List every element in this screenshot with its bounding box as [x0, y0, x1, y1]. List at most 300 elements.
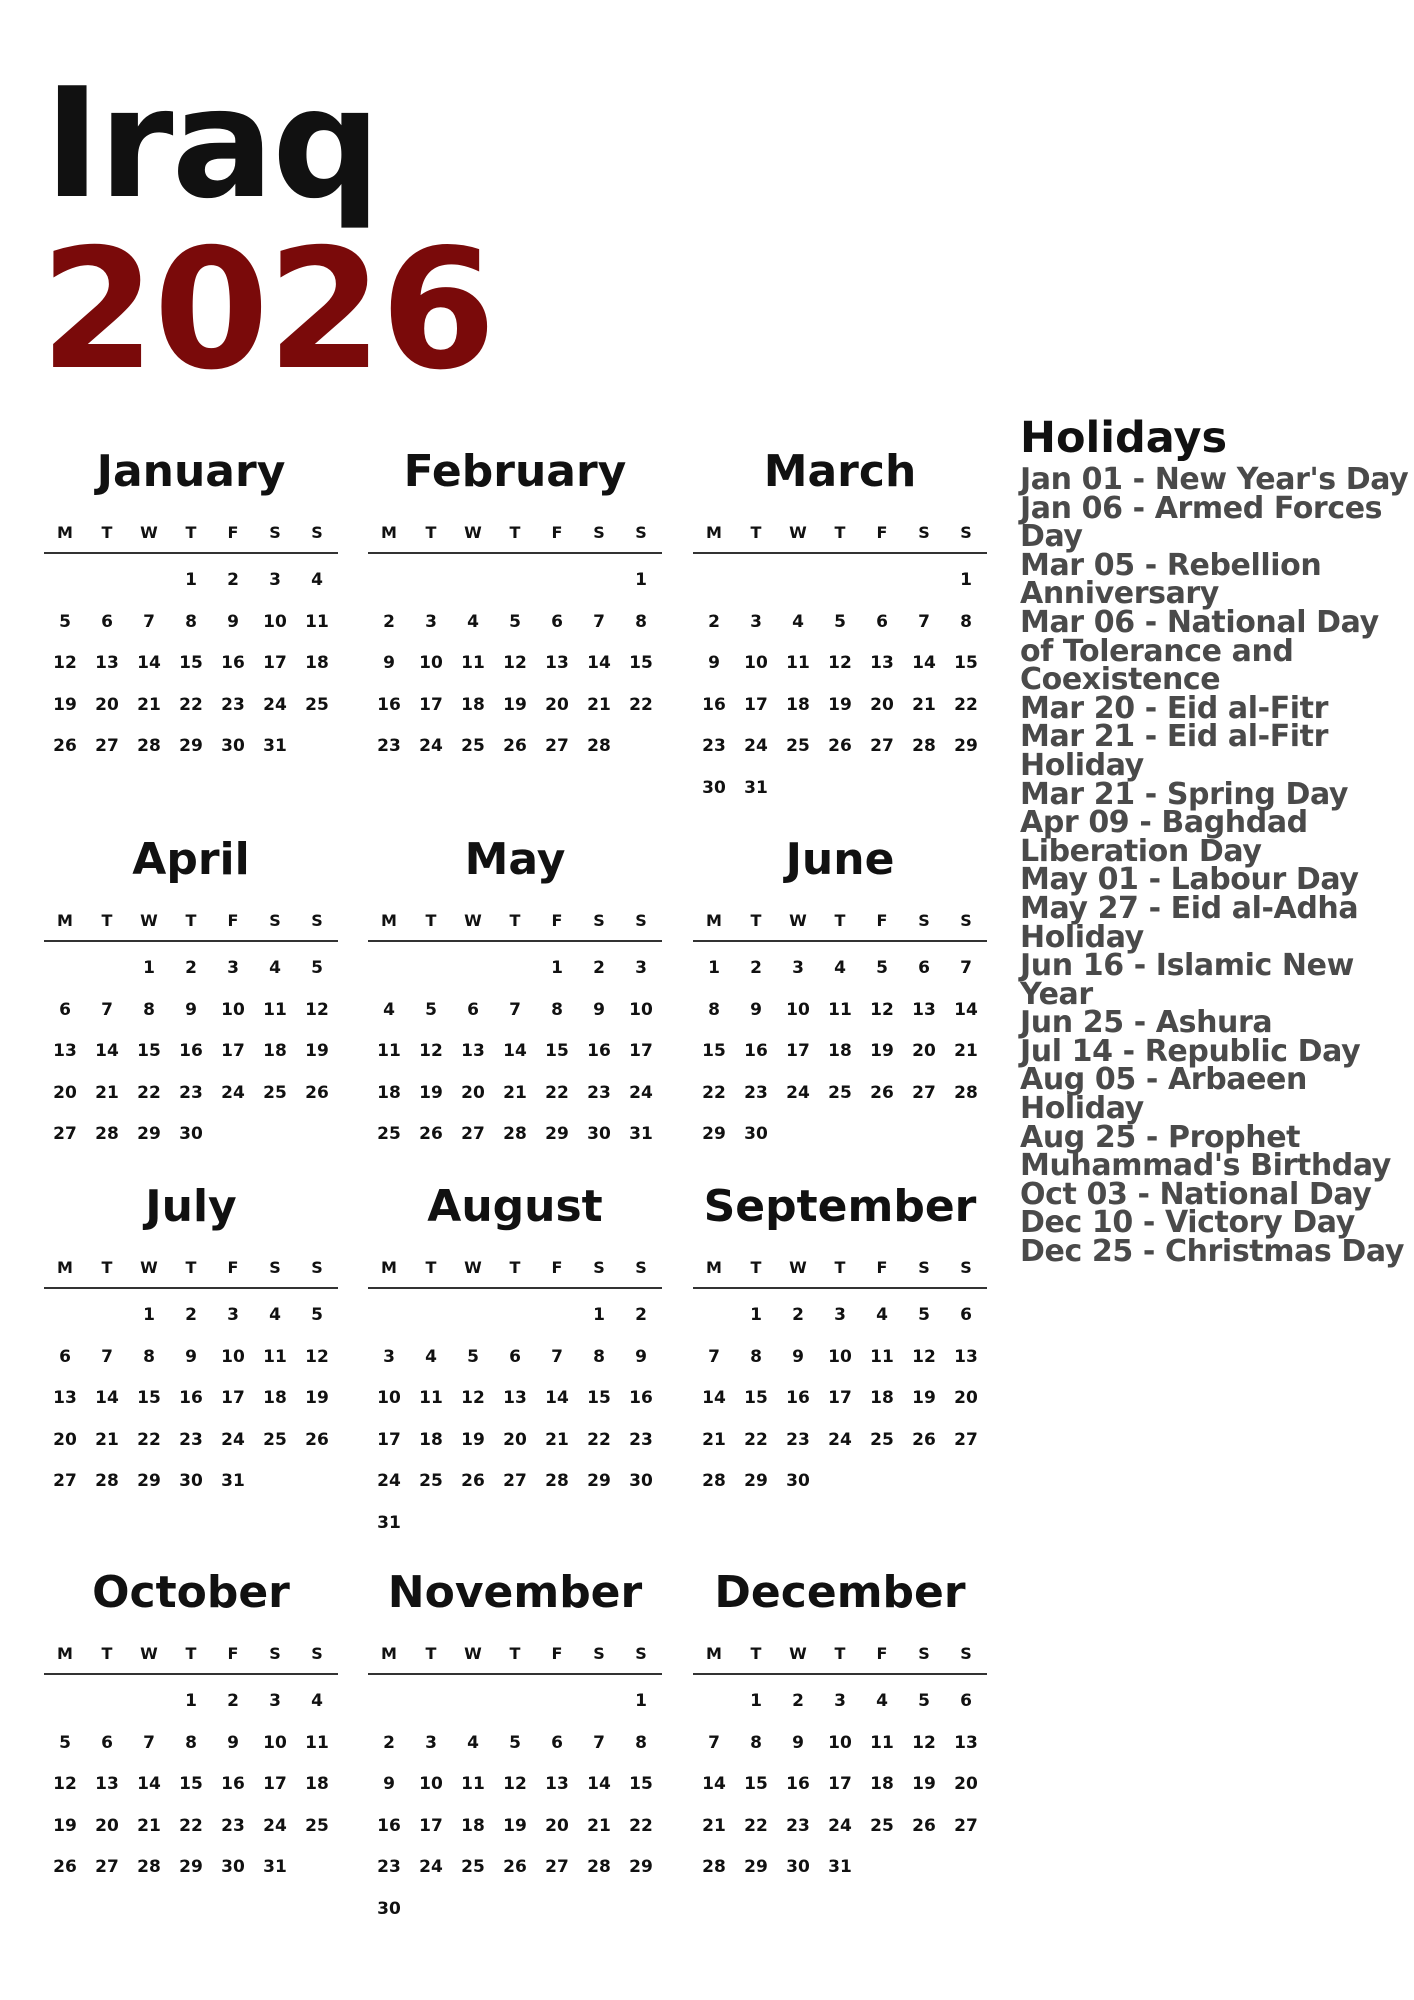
- day-cell: 22: [137, 1429, 161, 1450]
- day-cell: 4: [876, 1305, 888, 1325]
- weekday-label: W: [789, 1258, 807, 1277]
- weekday-label: T: [509, 911, 521, 930]
- day-cell: 10: [744, 653, 768, 673]
- day-cell: 11: [786, 653, 810, 673]
- day-cell: 25: [461, 1857, 485, 1877]
- day-cell: 30: [221, 736, 245, 756]
- day-cell: 21: [95, 1429, 119, 1450]
- day-cell: 9: [383, 653, 395, 673]
- weekday-label: W: [140, 911, 158, 930]
- weekday-label: S: [960, 1644, 972, 1663]
- day-cell: 14: [95, 1388, 119, 1408]
- day-cell: 28: [95, 1471, 119, 1491]
- holiday-item: Mar 20 - Eid al-Fitr: [1020, 690, 1329, 726]
- day-cell: 30: [179, 1124, 203, 1144]
- day-cell: 24: [744, 736, 768, 756]
- day-cell: 26: [53, 736, 77, 756]
- empty-day-cell: [128, 1681, 170, 1723]
- day-cell: 7: [101, 1346, 113, 1367]
- day-cell: 21: [702, 1815, 726, 1836]
- day-cell: 19: [53, 1815, 77, 1836]
- month-name: October: [92, 1567, 290, 1618]
- day-cell: 14: [587, 653, 611, 673]
- day-cell: 18: [419, 1429, 443, 1450]
- day-cell: 16: [587, 1041, 611, 1061]
- empty-day-cell: [44, 560, 86, 602]
- day-cell: 7: [143, 1732, 155, 1753]
- empty-day-cell: [44, 1681, 86, 1723]
- weekday-header: [44, 518, 338, 554]
- day-cell: 27: [912, 1082, 936, 1103]
- empty-day-cell: [536, 1295, 578, 1337]
- empty-day-cell: [86, 1681, 128, 1723]
- day-cell: 1: [143, 958, 155, 978]
- day-cell: 24: [828, 1815, 852, 1836]
- day-cell: 3: [792, 958, 804, 978]
- day-cell: 2: [227, 570, 239, 590]
- day-cell: 7: [918, 611, 930, 632]
- month-name: December: [714, 1567, 966, 1618]
- weekday-label: T: [509, 1258, 521, 1277]
- day-cell: 23: [786, 1429, 810, 1450]
- empty-day-cell: [693, 1295, 735, 1337]
- day-cell: 17: [419, 694, 443, 715]
- day-cell: 5: [425, 999, 437, 1020]
- day-cell: 27: [53, 1471, 77, 1491]
- weekday-label: M: [57, 1258, 73, 1277]
- weekday-label: M: [381, 1258, 397, 1277]
- weekday-label: S: [311, 911, 323, 930]
- empty-day-cell: [494, 948, 536, 990]
- day-cell: 15: [954, 653, 978, 673]
- month-name: April: [132, 834, 250, 885]
- day-cell: 28: [702, 1471, 726, 1491]
- day-cell: 3: [425, 611, 437, 632]
- month-august: [368, 1177, 662, 1544]
- weekday-label: W: [789, 1644, 807, 1663]
- day-cell: 12: [53, 1774, 77, 1794]
- weekday-label: F: [876, 523, 888, 542]
- month-april: [44, 830, 338, 1156]
- day-cell: 3: [269, 570, 281, 590]
- weekday-label: M: [706, 1258, 722, 1277]
- day-cell: 16: [179, 1388, 203, 1408]
- day-grid: [44, 1675, 338, 1889]
- day-cell: 5: [509, 1732, 521, 1753]
- day-cell: 25: [870, 1429, 894, 1450]
- day-cell: 26: [305, 1082, 329, 1103]
- day-cell: 17: [377, 1429, 401, 1450]
- weekday-label: T: [425, 1258, 437, 1277]
- day-cell: 23: [377, 736, 401, 756]
- weekday-label: T: [185, 1644, 197, 1663]
- day-cell: 6: [467, 999, 479, 1020]
- day-cell: 28: [137, 1857, 161, 1877]
- day-cell: 31: [221, 1471, 245, 1491]
- weekday-label: W: [140, 1258, 158, 1277]
- month-march: [693, 442, 987, 809]
- day-cell: 16: [702, 694, 726, 715]
- day-cell: 2: [635, 1305, 647, 1325]
- day-cell: 11: [305, 611, 329, 632]
- day-cell: 6: [551, 1732, 563, 1753]
- day-cell: 26: [870, 1082, 894, 1103]
- weekday-label: T: [101, 523, 113, 542]
- day-cell: 31: [744, 777, 768, 798]
- empty-day-cell: [368, 1681, 410, 1723]
- day-cell: 27: [954, 1429, 978, 1450]
- weekday-label: S: [593, 523, 605, 542]
- day-cell: 2: [185, 958, 197, 978]
- day-cell: 15: [545, 1041, 569, 1061]
- day-cell: 11: [461, 653, 485, 673]
- weekday-label: S: [269, 1644, 281, 1663]
- day-cell: 14: [912, 653, 936, 673]
- day-cell: 14: [702, 1774, 726, 1794]
- day-cell: 21: [545, 1429, 569, 1450]
- empty-day-cell: [819, 560, 861, 602]
- day-cell: 7: [593, 1732, 605, 1753]
- holiday-item: Aug 25 - Prophet Muhammad's Birthday: [1020, 1119, 1391, 1184]
- day-cell: 13: [503, 1388, 527, 1408]
- day-cell: 2: [227, 1691, 239, 1711]
- weekday-label: W: [789, 523, 807, 542]
- day-cell: 22: [629, 694, 653, 715]
- day-cell: 13: [95, 653, 119, 673]
- day-cell: 31: [629, 1124, 653, 1144]
- day-cell: 24: [828, 1429, 852, 1450]
- weekday-label: F: [227, 911, 239, 930]
- weekday-label: W: [140, 1644, 158, 1663]
- weekday-header: [368, 1639, 662, 1675]
- weekday-label: S: [635, 523, 647, 542]
- empty-day-cell: [693, 1681, 735, 1723]
- day-cell: 26: [912, 1815, 936, 1836]
- weekday-label: S: [311, 1644, 323, 1663]
- month-name: August: [427, 1181, 603, 1232]
- day-cell: 28: [587, 736, 611, 756]
- day-cell: 21: [587, 1815, 611, 1836]
- day-cell: 18: [305, 653, 329, 673]
- month-name: September: [703, 1181, 977, 1232]
- day-cell: 5: [509, 611, 521, 632]
- day-cell: 25: [305, 694, 329, 715]
- day-cell: 20: [954, 1388, 978, 1408]
- day-cell: 26: [305, 1429, 329, 1450]
- holiday-item: Aug 05 - Arbaeen Holiday: [1020, 1062, 1307, 1127]
- day-cell: 21: [702, 1429, 726, 1450]
- day-cell: 18: [870, 1388, 894, 1408]
- weekday-label: M: [706, 911, 722, 930]
- day-cell: 12: [870, 999, 894, 1020]
- day-cell: 8: [551, 999, 563, 1020]
- day-cell: 17: [828, 1774, 852, 1794]
- day-cell: 4: [269, 1305, 281, 1325]
- day-cell: 11: [828, 999, 852, 1020]
- month-june: [693, 830, 987, 1156]
- day-cell: 10: [786, 999, 810, 1020]
- day-cell: 29: [137, 1124, 161, 1144]
- day-cell: 28: [587, 1857, 611, 1877]
- day-cell: 3: [750, 611, 762, 632]
- day-cell: 20: [870, 694, 894, 715]
- day-cell: 1: [708, 958, 720, 978]
- day-cell: 3: [425, 1732, 437, 1753]
- day-cell: 6: [960, 1691, 972, 1711]
- day-cell: 18: [828, 1041, 852, 1061]
- day-cell: 18: [786, 694, 810, 715]
- weekday-label: M: [706, 1644, 722, 1663]
- day-cell: 19: [870, 1041, 894, 1061]
- day-cell: 3: [834, 1691, 846, 1711]
- day-cell: 21: [137, 694, 161, 715]
- month-november: [368, 1563, 662, 1930]
- day-cell: 6: [101, 611, 113, 632]
- day-cell: 19: [912, 1774, 936, 1794]
- day-cell: 1: [185, 1691, 197, 1711]
- day-cell: 3: [227, 1305, 239, 1325]
- day-cell: 29: [137, 1471, 161, 1491]
- month-name: January: [96, 446, 286, 497]
- holiday-item: Mar 06 - National Day of Tolerance and Coexistence: [1020, 604, 1379, 698]
- day-cell: 18: [870, 1774, 894, 1794]
- day-grid: [368, 942, 662, 1156]
- weekday-label: T: [750, 1644, 762, 1663]
- empty-day-cell: [410, 948, 452, 990]
- day-cell: 17: [221, 1041, 245, 1061]
- day-cell: 11: [263, 1346, 287, 1367]
- day-cell: 20: [954, 1774, 978, 1794]
- day-cell: 17: [221, 1388, 245, 1408]
- month-february: [368, 442, 662, 768]
- day-cell: 25: [870, 1815, 894, 1836]
- day-cell: 15: [179, 653, 203, 673]
- holidays-title: Holidays: [1020, 413, 1228, 463]
- weekday-label: S: [593, 1644, 605, 1663]
- empty-day-cell: [777, 560, 819, 602]
- day-cell: 12: [503, 1774, 527, 1794]
- day-cell: 25: [305, 1815, 329, 1836]
- empty-day-cell: [410, 1295, 452, 1337]
- weekday-label: T: [425, 911, 437, 930]
- day-cell: 28: [503, 1124, 527, 1144]
- holiday-item: Apr 09 - Baghdad Liberation Day: [1020, 805, 1308, 869]
- day-cell: 23: [629, 1429, 653, 1450]
- day-cell: 11: [263, 999, 287, 1020]
- day-cell: 1: [551, 958, 563, 978]
- day-cell: 6: [59, 1346, 71, 1367]
- day-cell: 22: [954, 694, 978, 715]
- day-cell: 18: [377, 1082, 401, 1103]
- day-cell: 13: [954, 1346, 978, 1367]
- day-cell: 7: [708, 1732, 720, 1753]
- day-cell: 15: [629, 653, 653, 673]
- day-cell: 24: [221, 1082, 245, 1103]
- day-cell: 25: [419, 1471, 443, 1491]
- day-cell: 4: [792, 611, 804, 632]
- empty-day-cell: [44, 948, 86, 990]
- year-title: 2026: [40, 214, 495, 407]
- day-cell: 29: [545, 1124, 569, 1144]
- weekday-label: F: [876, 911, 888, 930]
- day-cell: 1: [635, 1691, 647, 1711]
- weekday-label: W: [464, 1644, 482, 1663]
- day-cell: 5: [311, 958, 323, 978]
- weekday-label: T: [509, 1644, 521, 1663]
- weekday-label: T: [834, 1258, 846, 1277]
- weekday-header: [368, 518, 662, 554]
- weekday-label: F: [876, 1258, 888, 1277]
- day-cell: 7: [960, 958, 972, 978]
- day-cell: 19: [503, 694, 527, 715]
- day-cell: 20: [912, 1041, 936, 1061]
- day-cell: 16: [221, 1774, 245, 1794]
- day-cell: 8: [185, 611, 197, 632]
- day-cell: 18: [263, 1041, 287, 1061]
- day-cell: 31: [263, 1857, 287, 1877]
- day-cell: 26: [461, 1471, 485, 1491]
- weekday-label: S: [269, 1258, 281, 1277]
- empty-day-cell: [368, 560, 410, 602]
- weekday-header: [368, 906, 662, 942]
- empty-day-cell: [494, 560, 536, 602]
- day-cell: 13: [870, 653, 894, 673]
- weekday-label: T: [101, 911, 113, 930]
- day-cell: 17: [786, 1041, 810, 1061]
- day-cell: 9: [593, 999, 605, 1020]
- day-cell: 9: [750, 999, 762, 1020]
- empty-day-cell: [368, 948, 410, 990]
- day-cell: 20: [53, 1429, 77, 1450]
- day-cell: 26: [912, 1429, 936, 1450]
- day-cell: 6: [101, 1732, 113, 1753]
- day-cell: 30: [587, 1124, 611, 1144]
- holiday-item: Mar 21 - Eid al-Fitr Holiday: [1020, 719, 1329, 783]
- day-cell: 8: [635, 1732, 647, 1753]
- day-cell: 29: [587, 1471, 611, 1491]
- day-cell: 23: [744, 1082, 768, 1103]
- day-cell: 14: [95, 1041, 119, 1061]
- empty-day-cell: [368, 1295, 410, 1337]
- empty-day-cell: [578, 560, 620, 602]
- day-cell: 19: [305, 1041, 329, 1061]
- day-cell: 26: [419, 1124, 443, 1144]
- weekday-label: F: [227, 1644, 239, 1663]
- day-cell: 5: [467, 1346, 479, 1367]
- day-cell: 4: [311, 1691, 323, 1711]
- holiday-item: Mar 05 - Rebellion Anniversary: [1020, 547, 1322, 612]
- day-cell: 19: [828, 694, 852, 715]
- day-cell: 8: [593, 1346, 605, 1367]
- day-cell: 5: [59, 611, 71, 632]
- month-name: November: [387, 1567, 643, 1618]
- day-cell: 8: [960, 611, 972, 632]
- day-cell: 12: [305, 1346, 329, 1367]
- weekday-label: M: [57, 1644, 73, 1663]
- day-cell: 16: [786, 1388, 810, 1408]
- holiday-item: Jul 14 - Republic Day: [1020, 1033, 1361, 1069]
- day-cell: 9: [635, 1346, 647, 1367]
- day-cell: 17: [263, 1774, 287, 1794]
- day-cell: 14: [503, 1041, 527, 1061]
- empty-day-cell: [735, 560, 777, 602]
- day-cell: 15: [587, 1388, 611, 1408]
- day-cell: 10: [221, 1346, 245, 1367]
- day-cell: 17: [263, 653, 287, 673]
- day-cell: 4: [425, 1346, 437, 1367]
- holiday-item: Jan 01 - New Year's Day: [1020, 462, 1409, 497]
- day-grid: [44, 554, 338, 768]
- day-cell: 29: [629, 1857, 653, 1877]
- day-cell: 12: [828, 653, 852, 673]
- day-cell: 22: [629, 1815, 653, 1836]
- day-cell: 12: [503, 653, 527, 673]
- day-cell: 8: [750, 1346, 762, 1367]
- day-cell: 11: [305, 1732, 329, 1753]
- day-cell: 23: [702, 736, 726, 756]
- month-name: February: [403, 446, 627, 497]
- day-cell: 25: [828, 1082, 852, 1103]
- weekday-header: [368, 1253, 662, 1289]
- day-cell: 20: [95, 1815, 119, 1836]
- day-cell: 23: [786, 1815, 810, 1836]
- weekday-header: [693, 1253, 987, 1289]
- holidays-panel: [1020, 410, 1410, 1270]
- month-name: July: [145, 1181, 237, 1232]
- day-cell: 24: [786, 1082, 810, 1103]
- day-cell: 29: [954, 736, 978, 756]
- day-cell: 1: [960, 570, 972, 590]
- holiday-item: Jun 16 - Islamic New Year: [1020, 948, 1354, 1012]
- day-cell: 23: [179, 1082, 203, 1103]
- day-cell: 22: [744, 1429, 768, 1450]
- day-cell: 23: [587, 1082, 611, 1103]
- month-name: March: [763, 446, 917, 497]
- day-cell: 18: [305, 1774, 329, 1794]
- holiday-list: [1020, 462, 1410, 1270]
- holiday-item: Dec 10 - Victory Day: [1020, 1205, 1355, 1241]
- day-cell: 19: [53, 694, 77, 715]
- empty-day-cell: [86, 948, 128, 990]
- weekday-label: F: [551, 911, 563, 930]
- weekday-header: [693, 1639, 987, 1675]
- day-grid: [693, 554, 987, 809]
- day-cell: 20: [545, 694, 569, 715]
- day-cell: 11: [870, 1732, 894, 1753]
- day-cell: 5: [876, 958, 888, 978]
- day-cell: 18: [263, 1388, 287, 1408]
- day-cell: 12: [305, 999, 329, 1020]
- day-cell: 9: [792, 1346, 804, 1367]
- day-cell: 8: [750, 1732, 762, 1753]
- empty-day-cell: [410, 1681, 452, 1723]
- day-cell: 4: [311, 570, 323, 590]
- day-cell: 8: [635, 611, 647, 632]
- day-cell: 9: [708, 653, 720, 673]
- weekday-label: W: [464, 523, 482, 542]
- weekday-label: T: [185, 911, 197, 930]
- day-cell: 11: [419, 1388, 443, 1408]
- day-cell: 13: [545, 653, 569, 673]
- day-cell: 31: [263, 736, 287, 756]
- day-cell: 4: [383, 999, 395, 1020]
- day-cell: 7: [101, 999, 113, 1020]
- weekday-label: T: [750, 523, 762, 542]
- month-january: [44, 442, 338, 768]
- empty-day-cell: [536, 1681, 578, 1723]
- empty-day-cell: [452, 560, 494, 602]
- day-cell: 16: [786, 1774, 810, 1794]
